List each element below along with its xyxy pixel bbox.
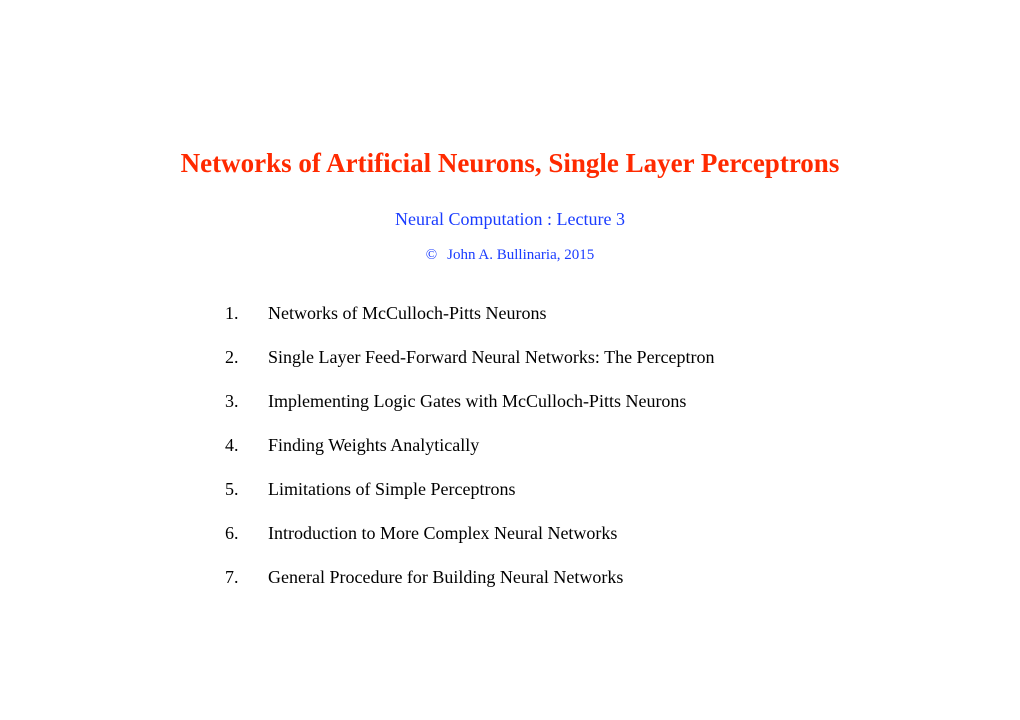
copyright-symbol: © [425,247,438,263]
outline-item-number: 1. [225,303,239,323]
slide-title: Networks of Artificial Neurons, Single Layer Perceptrons [180,148,840,178]
copyright-text: John A. Bullinaria, 2015 [447,247,595,263]
outline-item [225,476,715,520]
outline-item-text: Limitations of Simple Perceptrons [268,479,516,499]
outline-item-text: Introduction to More Complex Neural Networks [268,523,618,543]
outline-item-text: General Procedure for Building Neural Networks [268,567,624,587]
outline-item [225,388,715,432]
outline-item-number: 4. [225,435,239,455]
outline-item-number: 5. [225,479,239,499]
outline-item-text: Networks of McCulloch-Pitts Neurons [268,303,547,323]
outline-item [225,300,715,344]
outline-item-text: Single Layer Feed-Forward Neural Networks: The Perceptron [268,347,715,367]
outline-list [225,300,715,608]
outline-item [225,520,715,564]
copyright-line [0,245,1020,265]
lecture-subtitle: Neural Computation : Lecture 3 [395,209,625,229]
outline-item-text: Implementing Logic Gates with McCulloch-Pitts Neurons [268,391,687,411]
outline-item-number: 6. [225,523,239,543]
outline-item-text: Finding Weights Analytically [268,435,480,455]
outline-item-number: 7. [225,567,239,587]
outline-item-number: 3. [225,391,239,411]
outline-item [225,564,715,608]
outline-item-number: 2. [225,347,239,367]
outline-item [225,432,715,476]
outline-item [225,344,715,388]
